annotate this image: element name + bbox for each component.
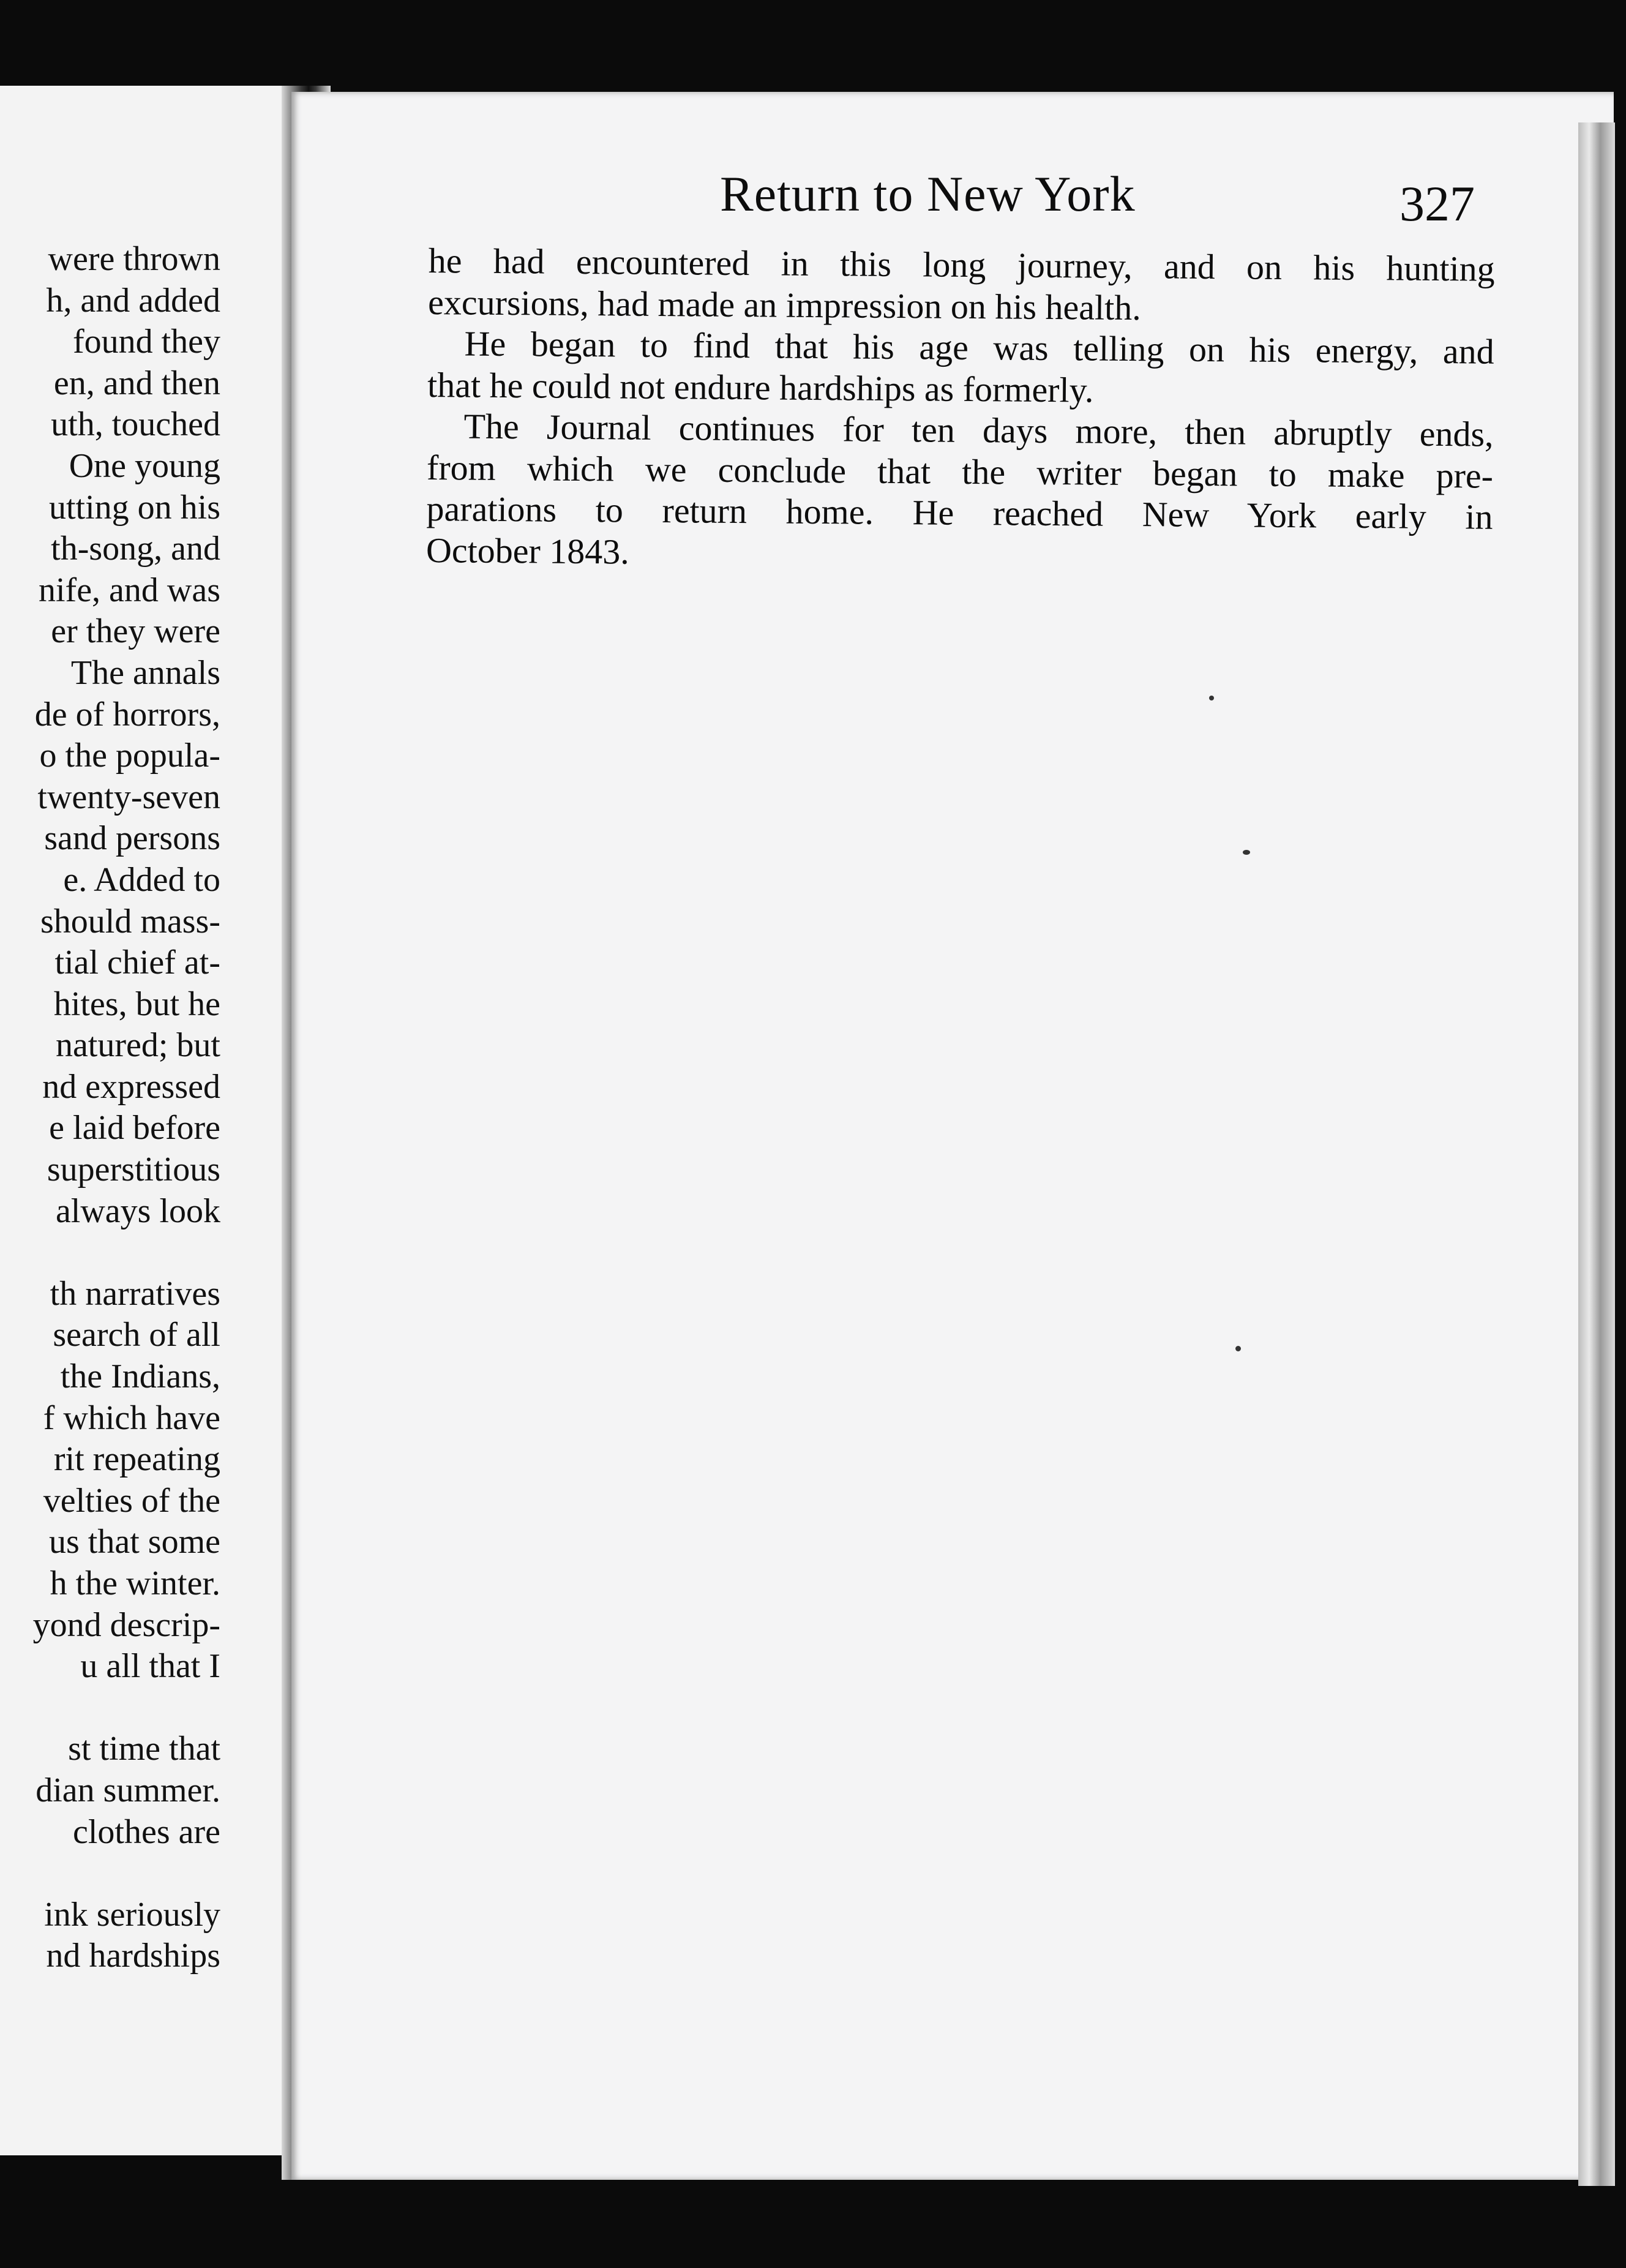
body-line: excursions, had made an impression on his health. xyxy=(427,282,1142,328)
body-line: parations to return home. He reached New York early in xyxy=(426,488,1493,537)
body-text xyxy=(426,240,1495,579)
previous-page-line: search of all xyxy=(53,1316,220,1354)
previous-page-line: us that some xyxy=(49,1523,220,1561)
previous-page-line: clothes are xyxy=(73,1812,220,1851)
previous-page xyxy=(0,86,322,2155)
previous-page-line: rit repeating xyxy=(53,1440,220,1479)
previous-page-line: th narratives xyxy=(50,1274,220,1313)
previous-page-text xyxy=(0,239,220,1977)
previous-page-line: The annals xyxy=(70,653,220,692)
previous-page-line: velties of the xyxy=(43,1481,220,1520)
previous-page-line: nd hardships xyxy=(46,1937,220,1975)
previous-page-line: h, and added xyxy=(46,281,220,320)
previous-page-line: were thrown xyxy=(48,240,220,278)
previous-page-line: hites, but he xyxy=(53,985,220,1023)
previous-page-line: dian summer. xyxy=(36,1771,220,1809)
previous-page-line: en, and then xyxy=(53,364,220,402)
previous-page-line: e laid before xyxy=(49,1109,220,1147)
previous-page-line: natured; but xyxy=(55,1026,220,1065)
body-line: that he could not endure hardships as formerly. xyxy=(427,364,1094,410)
previous-page-line: o the popula- xyxy=(39,737,220,775)
scan-speck xyxy=(1235,1346,1241,1351)
previous-page-blank-line xyxy=(0,1232,220,1274)
previous-page-line: always look xyxy=(55,1192,220,1230)
previous-page-line: utting on his xyxy=(48,488,220,527)
previous-page-line: f which have xyxy=(43,1399,220,1437)
previous-page-line: uth, touched xyxy=(51,405,220,444)
page-edge xyxy=(1578,122,1615,2186)
previous-page-line: u all that I xyxy=(80,1647,220,1686)
previous-page-line: ink seriously xyxy=(44,1895,220,1934)
previous-page-line: should mass- xyxy=(40,902,220,941)
page-number: 327 xyxy=(1399,176,1475,231)
previous-page-line: de of horrors, xyxy=(34,695,220,734)
previous-page-blank-line xyxy=(0,1853,220,1894)
previous-page-line: er they were xyxy=(51,612,220,651)
running-title: Return to New York xyxy=(720,166,1136,222)
previous-page-line: One young xyxy=(69,446,220,485)
previous-page-line: tial chief at- xyxy=(54,944,220,982)
previous-page-line: nife, and was xyxy=(38,571,220,609)
previous-page-line: th-song, and xyxy=(51,530,220,568)
previous-page-line: st time that xyxy=(68,1730,220,1768)
previous-page-line: yond descrip- xyxy=(32,1605,220,1644)
scan-speck xyxy=(1209,696,1214,700)
body-line: October 1843. xyxy=(425,530,630,572)
body-line: The Journal continues for ten days more, then abruptly ends, xyxy=(463,406,1494,454)
body-line: He began to find that his age was telling on his energy, and xyxy=(464,323,1494,372)
body-line: he had encountered in this long journey, and on his hunting xyxy=(428,240,1495,289)
previous-page-line: e. Added to xyxy=(63,860,220,899)
previous-page-line: twenty-seven xyxy=(37,778,220,816)
previous-page-line: the Indians, xyxy=(60,1357,220,1396)
previous-page-blank-line xyxy=(0,1688,220,1729)
running-head xyxy=(429,165,1530,233)
body-line: from which we conclude that the writer began to make pre- xyxy=(426,447,1494,496)
previous-page-line: found they xyxy=(72,323,220,361)
previous-page-line: nd expressed xyxy=(42,1067,220,1106)
previous-page-line: superstitious xyxy=(47,1151,220,1189)
scan-speck xyxy=(1243,850,1250,855)
previous-page-line: sand persons xyxy=(44,819,220,858)
previous-page-line: h the winter. xyxy=(50,1564,220,1602)
